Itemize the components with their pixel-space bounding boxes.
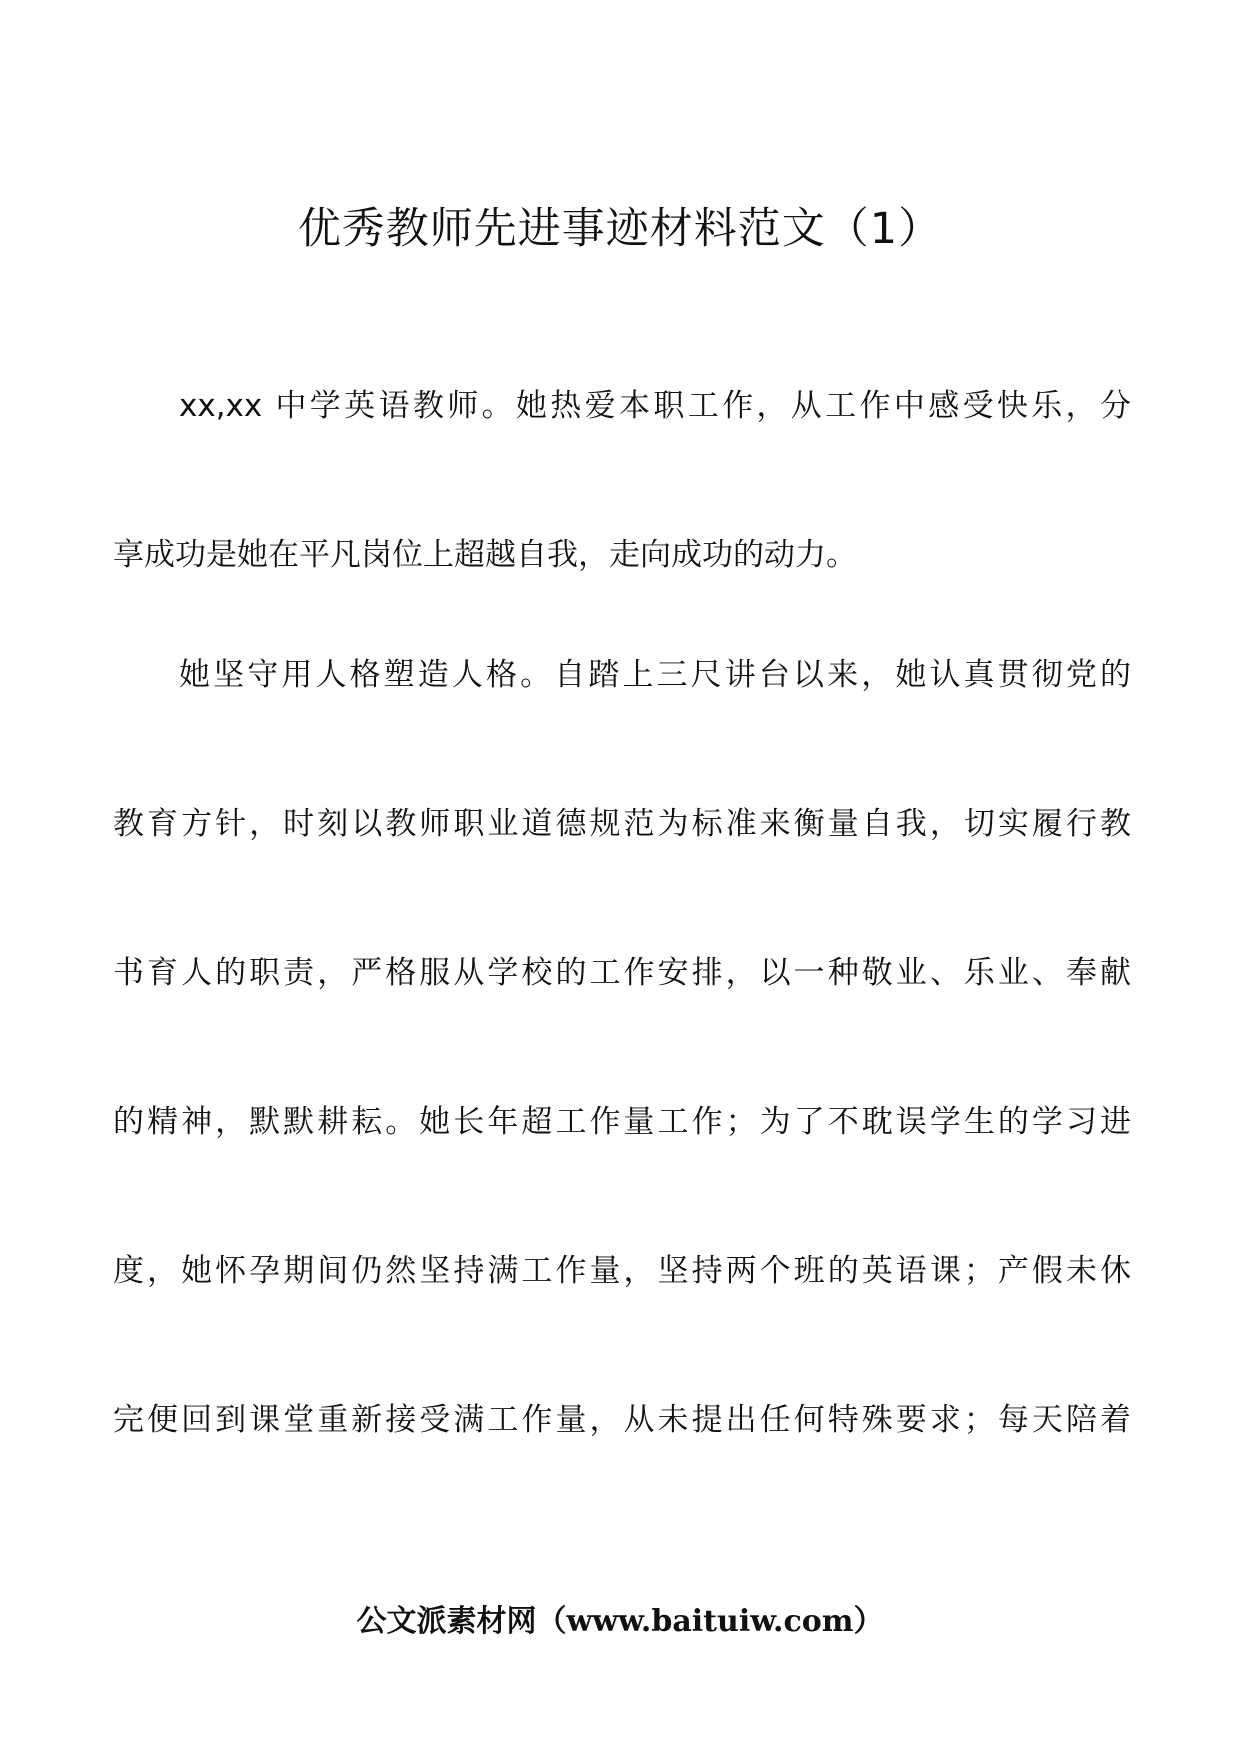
paragraph-2-line-6: 完便回到课堂重新接受满工作量，从未提出任何特殊要求；每天陪着 xyxy=(113,1402,1131,1438)
paragraph-1-line-1: xx,xx 中学英语教师。她热爱本职工作，从工作中感受快乐，分 xyxy=(179,388,1131,424)
paragraph-2-line-3: 书育人的职责，严格服从学校的工作安排，以一种敬业、乐业、奉献 xyxy=(113,955,1131,991)
document-title: 优秀教师先进事迹材料范文（1） xyxy=(297,204,943,254)
paragraph-2-line-5: 度，她怀孕期间仍然坚持满工作量，坚持两个班的英语课；产假未休 xyxy=(113,1253,1131,1289)
footer-watermark-text: 公文派素材网（www.baituiw.com） xyxy=(356,1604,884,1639)
paragraph-1-line-2: 享成功是她在平凡岗位上超越自我，走向成功的动力。 xyxy=(113,537,857,573)
paragraph-2-line-1: 她坚守用人格塑造人格。自踏上三尺讲台以来，她认真贯彻党的 xyxy=(179,657,1131,693)
paragraph-2-line-4: 的精神，默默耕耘。她长年超工作量工作；为了不耽误学生的学习进 xyxy=(113,1104,1131,1140)
paragraph-2-line-2: 教育方针，时刻以教师职业道德规范为标准来衡量自我，切实履行教 xyxy=(113,806,1131,842)
